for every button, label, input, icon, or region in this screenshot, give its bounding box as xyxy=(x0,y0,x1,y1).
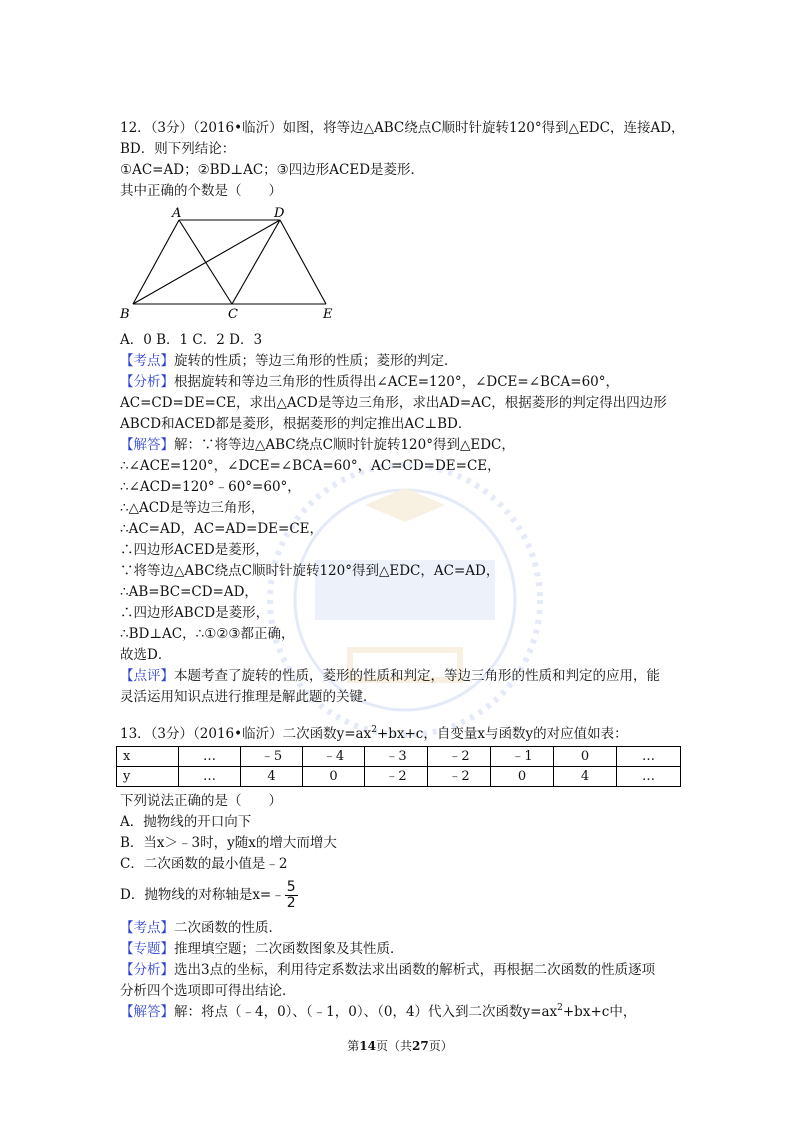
table-cell: ﹣1 xyxy=(491,747,554,767)
table-cell: y xyxy=(117,767,179,787)
q13-jieda xyxy=(120,1002,636,1022)
table-cell: … xyxy=(617,767,681,787)
q13-kaodian xyxy=(120,918,282,938)
q13-header-sup: 2 xyxy=(371,725,377,735)
table-cell: ﹣3 xyxy=(365,747,428,767)
kaodian-text: 二次函数的性质． xyxy=(174,920,282,936)
zhuanti-text: 推理填空题；二次函数图象及其性质． xyxy=(174,941,404,957)
q13-zhuanti xyxy=(120,939,404,959)
q13-header-post: +bx+c，自变量x与函数y的对应值如表： xyxy=(376,726,628,742)
q12-header: 12．（3分）（2016•临沂）如图，将等边△ABC绕点C顺时针旋转120°得到△EDC，连接AD， xyxy=(120,120,685,136)
fraction-denominator: 2 xyxy=(286,895,296,911)
value-table xyxy=(116,746,681,787)
q13-ask: 下列说法正确的是（ ） xyxy=(120,793,282,809)
jieda-line: ∵将等边△ABC绕点C顺时针旋转120°得到△EDC，AC=AD， xyxy=(120,563,500,579)
table-cell: ﹣5 xyxy=(241,747,303,767)
q12-dianping-2: 灵活运用知识点进行推理是解此题的关键． xyxy=(120,689,377,705)
q13-fenxi-2: 分析四个选项即可得出结论． xyxy=(120,983,296,999)
q13-option-a: A．抛物线的开口向下 xyxy=(120,814,252,830)
q12-rhombus-figure xyxy=(118,204,340,324)
q12-dianping xyxy=(120,666,660,686)
kaodian-tag: 【考点】 xyxy=(120,353,174,369)
footer-total-pages: 27 xyxy=(412,1039,429,1053)
q12-fenxi-3: ABCD和ACED都是菱形，根据菱形的判定推出AC⊥BD． xyxy=(120,416,472,432)
jieda-line: ∴△ACD是等边三角形， xyxy=(120,500,265,516)
q13-option-d-text: D．抛物线的对称轴是x=﹣ xyxy=(120,887,285,903)
q13-option-d xyxy=(120,875,298,915)
table-cell: ﹣2 xyxy=(365,767,428,787)
table-cell: x xyxy=(117,747,179,767)
jieda-line: ∴BD⊥AC，∴①②③都正确， xyxy=(120,626,295,642)
jieda-line: 解：∵将等边△ABC绕点C顺时针旋转120°得到△EDC， xyxy=(174,437,515,453)
table-cell: ﹣4 xyxy=(303,747,365,767)
table-row-x xyxy=(117,747,681,767)
q12-header-cont: BD．则下列结论： xyxy=(120,141,236,157)
footer-page-number: 14 xyxy=(359,1039,376,1053)
figure-label-d: D xyxy=(274,206,285,221)
jieda-sup: 2 xyxy=(557,1003,563,1013)
q12-ask: 其中正确的个数是（ ） xyxy=(120,183,282,199)
table-cell: 0 xyxy=(554,747,617,767)
footer-post: 页） xyxy=(428,1039,453,1053)
q13-option-b: B．当x＞﹣3时，y随x的增大而增大 xyxy=(120,835,337,851)
table-cell: … xyxy=(179,747,241,767)
q12-kaodian xyxy=(120,351,458,371)
jieda-line: ∴四边形ABCD是菱形， xyxy=(120,605,270,621)
fenxi-text-1: 选出3点的坐标，利用待定系数法求出函数的解析式，再根据二次函数的性质逐项 xyxy=(174,962,656,978)
kaodian-tag: 【考点】 xyxy=(120,920,174,936)
jieda-tag: 【解答】 xyxy=(120,1004,174,1020)
fenxi-tag: 【分析】 xyxy=(120,962,174,978)
table-cell: 0 xyxy=(303,767,365,787)
table-cell: 4 xyxy=(241,767,303,787)
table-cell: ﹣2 xyxy=(428,767,491,787)
figure-label-e: E xyxy=(323,307,333,322)
figure-label-a: A xyxy=(172,206,182,221)
q13-header-pre: 13．（3分）（2016•临沂）二次函数y=ax xyxy=(120,726,372,742)
figure-label-b: B xyxy=(120,307,130,322)
table-row-y xyxy=(117,767,681,787)
q13-option-c: C．二次函数的最小值是﹣2 xyxy=(120,856,288,872)
jieda-line: ∴AB=BC=CD=AD， xyxy=(120,584,258,600)
table-cell: … xyxy=(179,767,241,787)
fraction-numerator: 5 xyxy=(286,879,296,895)
table-cell: 4 xyxy=(554,767,617,787)
fenxi-tag: 【分析】 xyxy=(120,374,174,390)
jieda-line: ∴四边形ACED是菱形， xyxy=(120,542,269,558)
jieda-text: 解：将点（﹣4，0）、（﹣1，0）、（0，4）代入到二次函数y=ax xyxy=(174,1004,558,1020)
table-cell: ﹣2 xyxy=(428,747,491,767)
jieda-line: ∴∠ACE=120°，∠DCE=∠BCA=60°，AC=CD=DE=CE， xyxy=(120,458,501,474)
kaodian-text: 旋转的性质；等边三角形的性质；菱形的判定． xyxy=(174,353,458,369)
q12-options: A．0 B．1 C．2 D．3 xyxy=(120,332,263,348)
figure-label-c: C xyxy=(228,307,238,322)
dianping-text-1: 本题考查了旋转的性质，菱形的性质和判定，等边三角形的性质和判定的应用，能 xyxy=(174,668,660,684)
jieda-line: ∴AC=AD，AC=AD=DE=CE， xyxy=(120,521,324,537)
footer-pre: 第 xyxy=(347,1039,360,1053)
q13-fenxi xyxy=(120,960,655,980)
zhuanti-tag: 【专题】 xyxy=(120,941,174,957)
q12-fenxi xyxy=(120,372,619,392)
q13-header xyxy=(120,724,628,744)
jieda-line: 故选D． xyxy=(120,647,172,663)
dianping-tag: 【点评】 xyxy=(120,668,174,684)
q12-fenxi-2: AC=CD=DE=CE，求出△ACD是等边三角形，求出AD=AC，根据菱形的判定得出四边形 xyxy=(120,395,667,411)
fraction xyxy=(285,880,298,911)
footer-mid: 页（共 xyxy=(375,1039,412,1053)
fenxi-text-1: 根据旋转和等边三角形的性质得出∠ACE=120°，∠DCE=∠BCA=60°， xyxy=(174,374,620,390)
table-cell: … xyxy=(617,747,681,767)
jieda-text-post: +bx+c中， xyxy=(562,1004,637,1020)
page-footer xyxy=(0,1037,800,1054)
q12-conclusions: ①AC=AD；②BD⊥AC；③四边形ACED是菱形． xyxy=(120,162,425,178)
jieda-line: ∴∠ACD=120°﹣60°=60°， xyxy=(120,479,301,495)
table-cell: 0 xyxy=(491,767,554,787)
q12-jieda xyxy=(120,435,515,455)
jieda-tag: 【解答】 xyxy=(120,437,174,453)
